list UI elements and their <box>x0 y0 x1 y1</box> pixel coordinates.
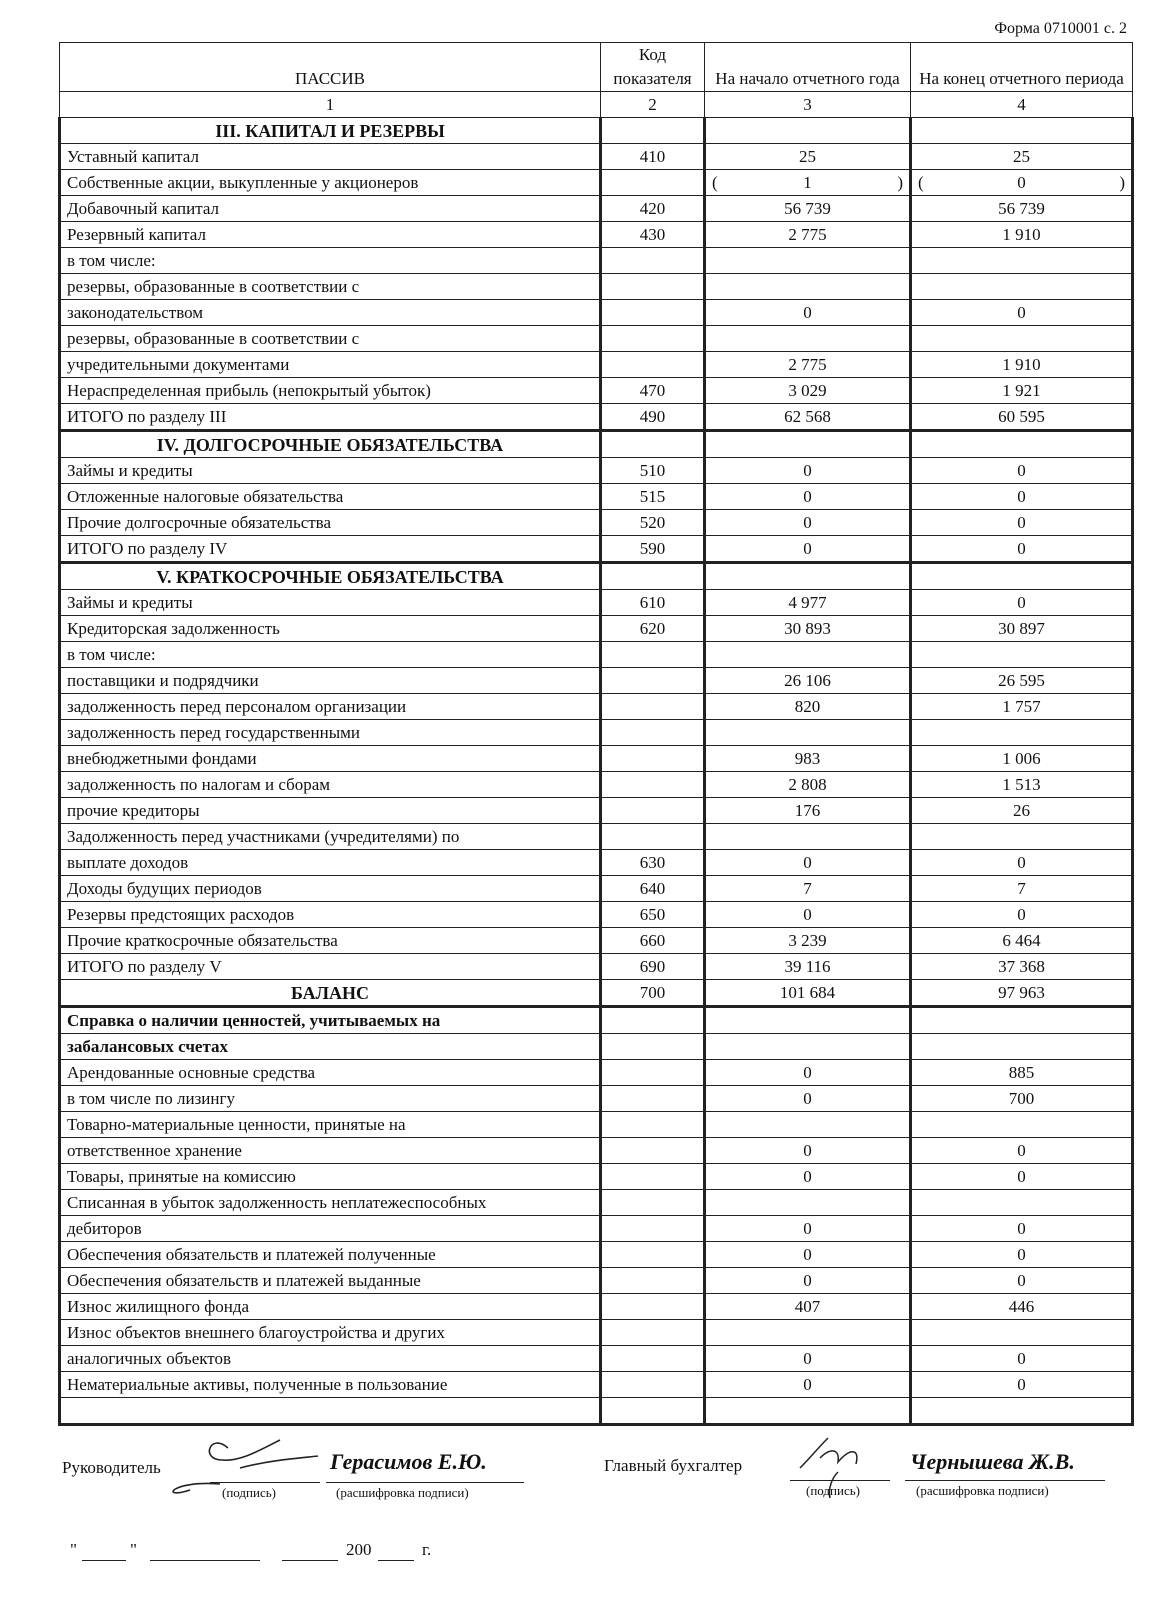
row-label: законодательством <box>60 300 601 326</box>
row-value-end: 446 <box>911 1294 1133 1320</box>
table-row <box>60 300 1133 326</box>
head-label: Руководитель <box>62 1458 161 1477</box>
row-label: Износ объектов внешнего благоустройства и других <box>60 1320 601 1346</box>
row-value-start <box>705 1398 911 1425</box>
row-value-end <box>911 170 1133 196</box>
row-value-start: 25 <box>705 144 911 170</box>
balance-sheet-table <box>58 42 1134 1426</box>
column-number-row <box>60 92 1133 118</box>
row-value-end <box>911 642 1133 668</box>
row-code <box>601 720 705 746</box>
row-code <box>601 248 705 274</box>
row-label: ИТОГО по разделу V <box>60 954 601 980</box>
table-row <box>60 248 1133 274</box>
table-row <box>60 1086 1133 1112</box>
row-code <box>601 1346 705 1372</box>
date-open-quote: " <box>70 1540 77 1559</box>
row-value-end: 1 921 <box>911 378 1133 404</box>
table-row <box>60 1320 1133 1346</box>
row-label: Справка о наличии ценностей, учитываемых на <box>60 1007 601 1034</box>
row-value-end: 1 513 <box>911 772 1133 798</box>
row-code: 640 <box>601 876 705 902</box>
row-value-end <box>911 1320 1133 1346</box>
table-row <box>60 404 1133 431</box>
table-row <box>60 378 1133 404</box>
table-row <box>60 458 1133 484</box>
header-passiv: ПАССИВ <box>60 43 601 92</box>
table-row <box>60 1242 1133 1268</box>
row-value-end: 25 <box>911 144 1133 170</box>
row-label: Резервный капитал <box>60 222 601 248</box>
row-value-end: 0 <box>911 510 1133 536</box>
row-code <box>601 668 705 694</box>
header-end: На конец отчетного периода <box>911 43 1133 92</box>
row-value-start: 0 <box>705 1086 911 1112</box>
row-value-end: 6 464 <box>911 928 1133 954</box>
row-value-start: 62 568 <box>705 404 911 431</box>
row-code: 650 <box>601 902 705 928</box>
row-label: Резервы предстоящих расходов <box>60 902 601 928</box>
row-value-end: 1 910 <box>911 352 1133 378</box>
row-value-end: 0 <box>911 590 1133 616</box>
date-year-suffix: г. <box>422 1540 432 1559</box>
row-value-end: 0 <box>911 850 1133 876</box>
row-label: IV. ДОЛГОСРОЧНЫЕ ОБЯЗАТЕЛЬСТВА <box>60 431 601 458</box>
row-label: в том числе по лизингу <box>60 1086 601 1112</box>
row-code <box>601 352 705 378</box>
row-value-start: 7 <box>705 876 911 902</box>
col-number-3: 3 <box>705 92 911 118</box>
table-row <box>60 170 1133 196</box>
row-code <box>601 563 705 590</box>
row-value-end: 0 <box>911 458 1133 484</box>
head-name: Герасимов Е.Ю. <box>330 1449 487 1474</box>
row-code: 590 <box>601 536 705 563</box>
row-code <box>601 1242 705 1268</box>
table-row <box>60 536 1133 563</box>
row-label: Нераспределенная прибыль (непокрытый убыток) <box>60 378 601 404</box>
row-code: 610 <box>601 590 705 616</box>
row-value-end: 0 <box>911 1164 1133 1190</box>
row-code <box>601 1268 705 1294</box>
row-value-start <box>705 824 911 850</box>
row-label: III. КАПИТАЛ И РЕЗЕРВЫ <box>60 118 601 144</box>
table-row <box>60 274 1133 300</box>
row-value-start: 0 <box>705 484 911 510</box>
row-value-start: 56 739 <box>705 196 911 222</box>
row-label: Прочие долгосрочные обязательства <box>60 510 601 536</box>
row-code: 620 <box>601 616 705 642</box>
table-row <box>60 616 1133 642</box>
row-value-start: 0 <box>705 1164 911 1190</box>
row-label: Задолженность перед участниками (учредителями) по <box>60 824 601 850</box>
row-value-start: 0 <box>705 1242 911 1268</box>
row-code: 690 <box>601 954 705 980</box>
row-code <box>601 1086 705 1112</box>
row-value-end: 26 <box>911 798 1133 824</box>
row-label <box>60 1398 601 1425</box>
table-row <box>60 1060 1133 1086</box>
row-value-start <box>705 1320 911 1346</box>
row-label: ИТОГО по разделу IV <box>60 536 601 563</box>
row-value-end: 0 <box>911 902 1133 928</box>
accountant-sign-caption: (подпись) <box>806 1483 860 1498</box>
row-code <box>601 1034 705 1060</box>
row-value-start: 0 <box>705 536 911 563</box>
table-row <box>60 590 1133 616</box>
row-label: задолженность перед персоналом организации <box>60 694 601 720</box>
row-label: Доходы будущих периодов <box>60 876 601 902</box>
value-text: 0 <box>1017 173 1026 192</box>
row-value-start: 2 775 <box>705 352 911 378</box>
row-code: 430 <box>601 222 705 248</box>
open-paren: ( <box>918 173 924 192</box>
row-value-start: 30 893 <box>705 616 911 642</box>
table-row <box>60 668 1133 694</box>
row-value-start: 820 <box>705 694 911 720</box>
row-value-start <box>705 1190 911 1216</box>
row-value-end: 0 <box>911 536 1133 563</box>
table-row <box>60 1268 1133 1294</box>
row-value-end: 7 <box>911 876 1133 902</box>
row-code <box>601 1060 705 1086</box>
date-year-line <box>378 1560 414 1561</box>
table-row <box>60 1372 1133 1398</box>
table-row <box>60 1164 1133 1190</box>
row-code <box>601 772 705 798</box>
row-value-end: 1 910 <box>911 222 1133 248</box>
row-code <box>601 118 705 144</box>
row-value-start: 0 <box>705 1216 911 1242</box>
table-row <box>60 850 1133 876</box>
table-row <box>60 1138 1133 1164</box>
row-value-end: 97 963 <box>911 980 1133 1007</box>
row-value-start <box>705 720 911 746</box>
row-code: 700 <box>601 980 705 1007</box>
table-row <box>60 694 1133 720</box>
table-row <box>60 510 1133 536</box>
table-row <box>60 1034 1133 1060</box>
row-label: ответственное хранение <box>60 1138 601 1164</box>
row-code <box>601 1320 705 1346</box>
row-label: внебюджетными фондами <box>60 746 601 772</box>
row-value-end <box>911 248 1133 274</box>
row-label: резервы, образованные в соответствии с <box>60 274 601 300</box>
row-code: 520 <box>601 510 705 536</box>
row-code <box>601 274 705 300</box>
row-value-start: 4 977 <box>705 590 911 616</box>
form-label: Форма 0710001 с. 2 <box>994 20 1127 37</box>
row-value-end <box>911 1190 1133 1216</box>
close-paren: ) <box>1119 173 1125 192</box>
row-code: 470 <box>601 378 705 404</box>
row-label: дебиторов <box>60 1216 601 1242</box>
close-paren: ) <box>897 173 903 192</box>
row-code <box>601 170 705 196</box>
row-value-end: 60 595 <box>911 404 1133 431</box>
table-row <box>60 954 1133 980</box>
row-label: поставщики и подрядчики <box>60 668 601 694</box>
row-label: учредительными документами <box>60 352 601 378</box>
col-number-2: 2 <box>601 92 705 118</box>
row-value-start <box>705 326 911 352</box>
row-code <box>601 1216 705 1242</box>
row-label: Отложенные налоговые обязательства <box>60 484 601 510</box>
row-value-start: 2 808 <box>705 772 911 798</box>
table-row <box>60 431 1133 458</box>
accountant-name: Чернышева Ж.В. <box>910 1449 1075 1474</box>
row-code <box>601 326 705 352</box>
row-label: Нематериальные активы, полученные в пользование <box>60 1372 601 1398</box>
row-value-start <box>705 642 911 668</box>
col-number-1: 1 <box>60 92 601 118</box>
row-value-start: 26 106 <box>705 668 911 694</box>
accountant-label: Главный бухгалтер <box>604 1456 743 1475</box>
table-header-row <box>60 43 1133 92</box>
table-row <box>60 1216 1133 1242</box>
row-value-start <box>705 1034 911 1060</box>
row-label: Уставный капитал <box>60 144 601 170</box>
accountant-decode-line <box>905 1480 1105 1481</box>
row-code: 660 <box>601 928 705 954</box>
row-value-start: 0 <box>705 1346 911 1372</box>
open-paren: ( <box>712 173 718 192</box>
date-month-line <box>150 1560 260 1561</box>
row-label: задолженность по налогам и сборам <box>60 772 601 798</box>
row-value-start: 983 <box>705 746 911 772</box>
row-value-end: 37 368 <box>911 954 1133 980</box>
row-label: забалансовых счетах <box>60 1034 601 1060</box>
row-value-start: 0 <box>705 850 911 876</box>
row-code <box>601 1007 705 1034</box>
head-sign-caption: (подпись) <box>222 1485 276 1500</box>
row-code: 630 <box>601 850 705 876</box>
row-code <box>601 1294 705 1320</box>
row-label: резервы, образованные в соответствии с <box>60 326 601 352</box>
row-label: Займы и кредиты <box>60 590 601 616</box>
row-value-start: 0 <box>705 1060 911 1086</box>
row-label: Обеспечения обязательств и платежей выданные <box>60 1268 601 1294</box>
row-code <box>601 1112 705 1138</box>
row-code <box>601 1138 705 1164</box>
row-code: 510 <box>601 458 705 484</box>
table-row <box>60 642 1133 668</box>
row-value-start: 101 684 <box>705 980 911 1007</box>
row-value-end <box>911 1007 1133 1034</box>
row-value-start <box>705 118 911 144</box>
row-value-end <box>911 824 1133 850</box>
row-code <box>601 642 705 668</box>
table-row <box>60 720 1133 746</box>
row-value-end: 30 897 <box>911 616 1133 642</box>
row-label: выплате доходов <box>60 850 601 876</box>
row-label: Товары, принятые на комиссию <box>60 1164 601 1190</box>
header-code: Код показателя <box>601 43 705 92</box>
row-value-end <box>911 1112 1133 1138</box>
row-value-end <box>911 563 1133 590</box>
row-label: в том числе: <box>60 248 601 274</box>
col-number-4: 4 <box>911 92 1133 118</box>
row-value-start: 0 <box>705 1268 911 1294</box>
row-code <box>601 824 705 850</box>
head-decode-line <box>326 1482 524 1483</box>
row-label: ИТОГО по разделу III <box>60 404 601 431</box>
table-row <box>60 118 1133 144</box>
row-value-start <box>705 1007 911 1034</box>
accountant-sign-line <box>790 1480 890 1481</box>
row-label: Арендованные основные средства <box>60 1060 601 1086</box>
row-label: БАЛАНС <box>60 980 601 1007</box>
row-value-start <box>705 1112 911 1138</box>
table-row <box>60 746 1133 772</box>
table-row <box>60 352 1133 378</box>
row-value-end: 0 <box>911 1138 1133 1164</box>
row-code <box>601 746 705 772</box>
row-value-end: 0 <box>911 1346 1133 1372</box>
parenthesized-value <box>712 171 903 195</box>
row-label: V. КРАТКОСРОЧНЫЕ ОБЯЗАТЕЛЬСТВА <box>60 563 601 590</box>
row-value-end: 0 <box>911 1372 1133 1398</box>
row-label: Прочие краткосрочные обязательства <box>60 928 601 954</box>
table-row <box>60 1190 1133 1216</box>
row-value-start: 407 <box>705 1294 911 1320</box>
row-code <box>601 1190 705 1216</box>
row-value-start: 0 <box>705 300 911 326</box>
head-sign-line <box>210 1482 320 1483</box>
table-row <box>60 902 1133 928</box>
table-row <box>60 1294 1133 1320</box>
table-row <box>60 1112 1133 1138</box>
row-value-start <box>705 170 911 196</box>
row-value-end: 0 <box>911 1216 1133 1242</box>
row-label: Собственные акции, выкупленные у акционеров <box>60 170 601 196</box>
row-value-start: 39 116 <box>705 954 911 980</box>
row-value-end <box>911 1034 1133 1060</box>
row-value-start: 3 029 <box>705 378 911 404</box>
row-value-end: 885 <box>911 1060 1133 1086</box>
table-row <box>60 798 1133 824</box>
row-value-start: 176 <box>705 798 911 824</box>
row-label: Списанная в убыток задолженность неплатежеспособных <box>60 1190 601 1216</box>
row-label: в том числе: <box>60 642 601 668</box>
table-row <box>60 980 1133 1007</box>
row-label: Обеспечения обязательств и платежей полученные <box>60 1242 601 1268</box>
row-code: 515 <box>601 484 705 510</box>
date-day-line <box>82 1560 126 1561</box>
table-row <box>60 196 1133 222</box>
row-label: аналогичных объектов <box>60 1346 601 1372</box>
table-row <box>60 484 1133 510</box>
table-row <box>60 1346 1133 1372</box>
table-row <box>60 144 1133 170</box>
row-value-end <box>911 118 1133 144</box>
parenthesized-value <box>918 171 1125 195</box>
table-row <box>60 222 1133 248</box>
row-code <box>601 300 705 326</box>
row-code <box>601 1372 705 1398</box>
row-code <box>601 798 705 824</box>
date-close-quote: " <box>130 1540 137 1559</box>
row-label: прочие кредиторы <box>60 798 601 824</box>
row-value-start: 0 <box>705 510 911 536</box>
row-value-end: 0 <box>911 1268 1133 1294</box>
row-value-end <box>911 326 1133 352</box>
row-label: Добавочный капитал <box>60 196 601 222</box>
table-row <box>60 772 1133 798</box>
row-value-end: 700 <box>911 1086 1133 1112</box>
table-row <box>60 326 1133 352</box>
row-value-start: 0 <box>705 1138 911 1164</box>
head-decode-caption: (расшифровка подписи) <box>336 1485 469 1500</box>
accountant-decode-caption: (расшифровка подписи) <box>916 1483 1049 1498</box>
row-value-end: 1 757 <box>911 694 1133 720</box>
row-value-start <box>705 563 911 590</box>
row-value-end: 0 <box>911 300 1133 326</box>
header-start: На начало отчетного года <box>705 43 911 92</box>
row-value-end: 1 006 <box>911 746 1133 772</box>
table-row <box>60 1007 1133 1034</box>
row-label: Износ жилищного фонда <box>60 1294 601 1320</box>
row-code <box>601 694 705 720</box>
table-row <box>60 563 1133 590</box>
row-label: задолженность перед государственными <box>60 720 601 746</box>
row-value-end <box>911 1398 1133 1425</box>
row-code <box>601 431 705 458</box>
table-row <box>60 928 1133 954</box>
row-code: 490 <box>601 404 705 431</box>
row-value-end: 26 595 <box>911 668 1133 694</box>
row-code: 420 <box>601 196 705 222</box>
value-text: 1 <box>803 173 812 192</box>
date-month-line-2 <box>282 1560 338 1561</box>
date-year-prefix: 200 <box>346 1540 372 1559</box>
row-value-end: 0 <box>911 1242 1133 1268</box>
row-value-start: 0 <box>705 458 911 484</box>
row-code <box>601 1398 705 1425</box>
row-value-end: 56 739 <box>911 196 1133 222</box>
row-label: Займы и кредиты <box>60 458 601 484</box>
row-label: Товарно-материальные ценности, принятые на <box>60 1112 601 1138</box>
row-value-end <box>911 274 1133 300</box>
row-value-start <box>705 431 911 458</box>
row-label: Кредиторская задолженность <box>60 616 601 642</box>
row-value-end <box>911 720 1133 746</box>
row-code: 410 <box>601 144 705 170</box>
table-row <box>60 876 1133 902</box>
row-value-start: 0 <box>705 1372 911 1398</box>
row-value-end <box>911 431 1133 458</box>
row-value-start: 3 239 <box>705 928 911 954</box>
row-value-start: 0 <box>705 902 911 928</box>
row-value-start <box>705 274 911 300</box>
table-row <box>60 824 1133 850</box>
row-value-start <box>705 248 911 274</box>
row-value-end: 0 <box>911 484 1133 510</box>
row-code <box>601 1164 705 1190</box>
row-value-start: 2 775 <box>705 222 911 248</box>
